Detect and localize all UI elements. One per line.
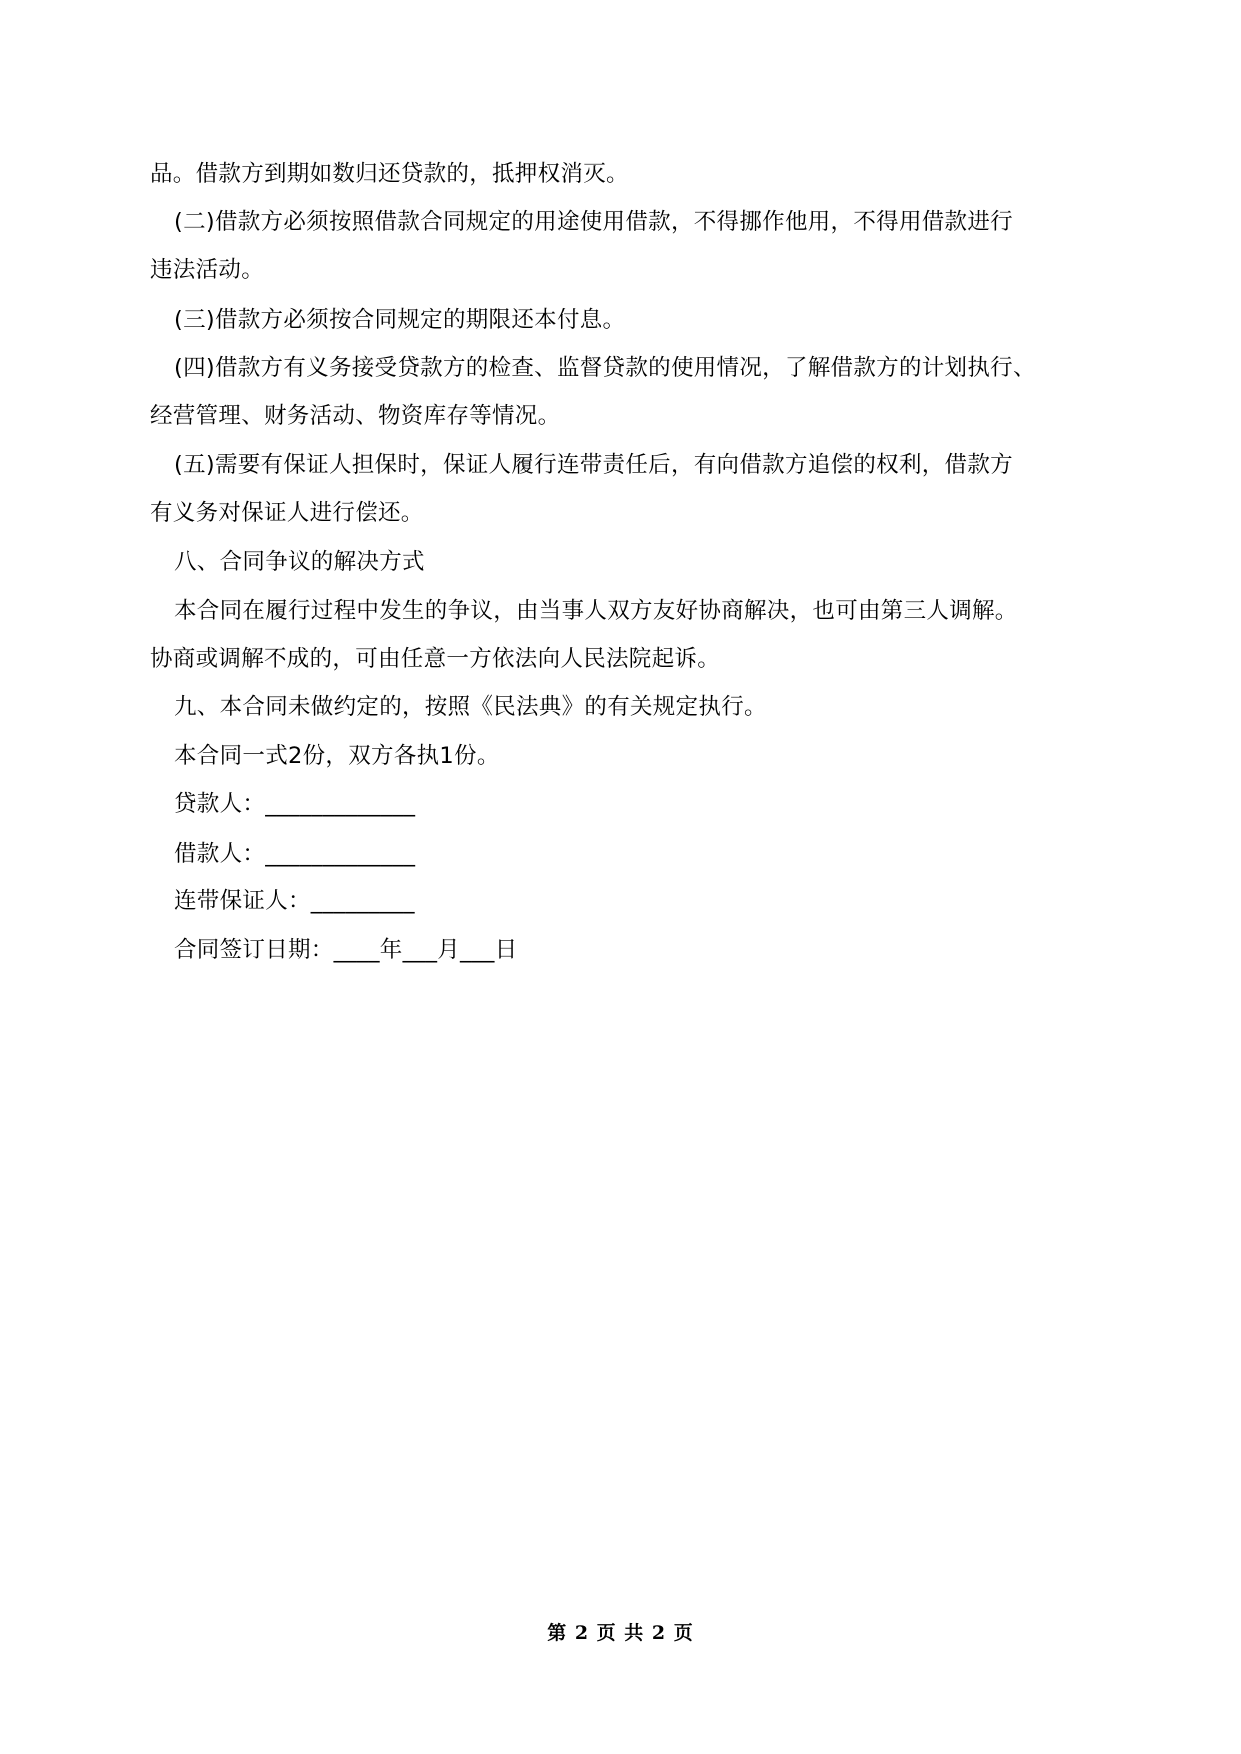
text-line: 本合同一式2份，双方各执1份。: [174, 743, 500, 769]
text-line: 有义务对保证人进行偿还。: [150, 500, 424, 526]
text-line: (五)需要有保证人担保时，保证人履行连带责任后，有向借款方追偿的权利，借款方: [174, 452, 1013, 478]
signing-date-line: 合同签订日期：____年___月___日: [174, 937, 518, 963]
page-number: 第 2 页 共 2 页: [547, 1622, 694, 1644]
text-line: 违法活动。: [150, 257, 265, 283]
text-line: (二)借款方必须按照借款合同规定的用途使用借款，不得挪作他用，不得用借款进行: [174, 209, 1013, 235]
section-heading: 八、合同争议的解决方式: [174, 549, 425, 575]
text-line: 品。借款方到期如数归还贷款的，抵押权消灭。: [150, 161, 629, 187]
lender-signature-line: 贷款人：_____________: [174, 791, 416, 817]
text-line: (三)借款方必须按合同规定的期限还本付息。: [174, 307, 626, 333]
borrower-signature-line: 借款人：_____________: [174, 841, 416, 867]
section-heading: 九、本合同未做约定的，按照《民法典》的有关规定执行。: [174, 694, 767, 720]
text-line: (四)借款方有义务接受贷款方的检查、监督贷款的使用情况，了解借款方的计划执行、: [174, 355, 1036, 381]
guarantor-signature-line: 连带保证人：_________: [174, 888, 415, 914]
text-line: 本合同在履行过程中发生的争议，由当事人双方友好协商解决，也可由第三人调解。: [174, 598, 1018, 624]
text-line: 经营管理、财务活动、物资库存等情况。: [150, 403, 561, 429]
text-line: 协商或调解不成的，可由任意一方依法向人民法院起诉。: [150, 646, 721, 672]
